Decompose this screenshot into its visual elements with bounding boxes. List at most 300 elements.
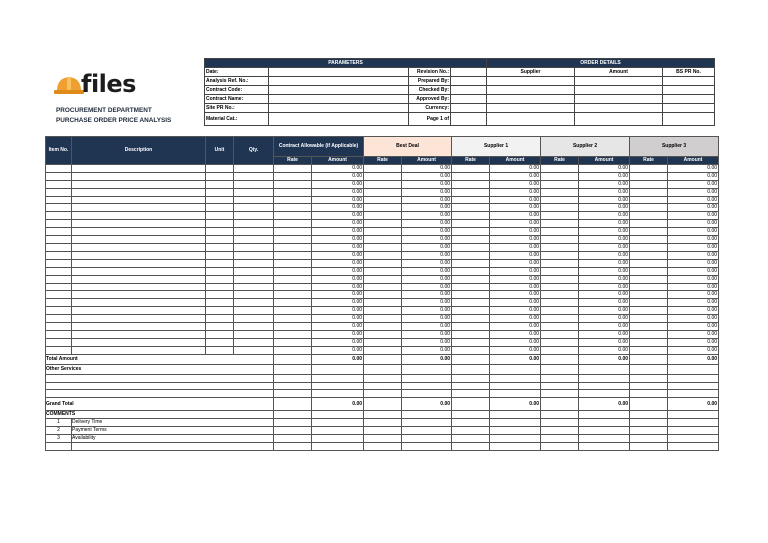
unit-cell[interactable] xyxy=(206,188,234,196)
order-cell[interactable] xyxy=(487,95,575,104)
contract-amount-cell[interactable]: 0.00 xyxy=(312,315,364,323)
comment-cell[interactable] xyxy=(402,442,452,450)
other-services-cell[interactable] xyxy=(490,364,541,374)
s1-amount-cell[interactable]: 0.00 xyxy=(490,346,541,354)
param-value-checked-by[interactable] xyxy=(451,86,487,95)
comment-cell[interactable] xyxy=(630,427,668,435)
best-amount-cell[interactable]: 0.00 xyxy=(402,220,452,228)
contract-amount-cell[interactable]: 0.00 xyxy=(312,196,364,204)
comment-number[interactable] xyxy=(46,442,72,450)
s2-amount-cell[interactable]: 0.00 xyxy=(579,283,630,291)
s3-rate-cell[interactable] xyxy=(630,164,668,172)
unit-cell[interactable] xyxy=(206,267,234,275)
s2-rate-cell[interactable] xyxy=(541,212,579,220)
s2-rate-cell[interactable] xyxy=(541,236,579,244)
s2-amount-cell[interactable]: 0.00 xyxy=(579,251,630,259)
order-cell[interactable] xyxy=(487,104,575,113)
order-cell[interactable] xyxy=(663,86,715,95)
comment-cell[interactable] xyxy=(579,427,630,435)
qty-cell[interactable] xyxy=(234,283,274,291)
contract-amount-cell[interactable]: 0.00 xyxy=(312,204,364,212)
contract-amount-cell[interactable]: 0.00 xyxy=(312,299,364,307)
s2-amount-cell[interactable]: 0.00 xyxy=(579,307,630,315)
s3-amount-cell[interactable]: 0.00 xyxy=(668,180,719,188)
description-cell[interactable] xyxy=(72,291,206,299)
best-amount-cell[interactable]: 0.00 xyxy=(402,330,452,338)
s3-amount-cell[interactable]: 0.00 xyxy=(668,164,719,172)
contract-amount-cell[interactable]: 0.00 xyxy=(312,228,364,236)
unit-cell[interactable] xyxy=(206,236,234,244)
s2-amount-cell[interactable]: 0.00 xyxy=(579,188,630,196)
order-cell[interactable] xyxy=(663,95,715,104)
s1-amount-cell[interactable]: 0.00 xyxy=(490,212,541,220)
best-rate-cell[interactable] xyxy=(364,338,402,346)
item-no-cell[interactable] xyxy=(46,259,72,267)
s1-rate-cell[interactable] xyxy=(452,164,490,172)
s1-rate-cell[interactable] xyxy=(452,220,490,228)
comment-cell[interactable] xyxy=(541,442,579,450)
s2-rate-cell[interactable] xyxy=(541,299,579,307)
order-cell[interactable] xyxy=(575,113,663,126)
contract-rate-cell[interactable] xyxy=(274,196,312,204)
other-services-cell[interactable] xyxy=(541,374,579,382)
s1-amount-cell[interactable]: 0.00 xyxy=(490,330,541,338)
s1-rate-cell[interactable] xyxy=(452,330,490,338)
comment-cell[interactable] xyxy=(579,442,630,450)
best-amount-cell[interactable]: 0.00 xyxy=(402,180,452,188)
best-rate-cell[interactable] xyxy=(364,323,402,331)
s2-rate-cell[interactable] xyxy=(541,196,579,204)
comment-cell[interactable] xyxy=(630,442,668,450)
order-cell[interactable] xyxy=(575,77,663,86)
item-no-cell[interactable] xyxy=(46,315,72,323)
best-rate-cell[interactable] xyxy=(364,220,402,228)
contract-rate-cell[interactable] xyxy=(274,180,312,188)
param-value-analysis-ref[interactable] xyxy=(269,77,409,86)
s1-amount-cell[interactable]: 0.00 xyxy=(490,299,541,307)
description-cell[interactable] xyxy=(72,346,206,354)
best-rate-cell[interactable] xyxy=(364,228,402,236)
param-value-date[interactable] xyxy=(269,68,409,77)
item-no-cell[interactable] xyxy=(46,275,72,283)
other-services-cell[interactable] xyxy=(668,374,719,382)
unit-cell[interactable] xyxy=(206,196,234,204)
unit-cell[interactable] xyxy=(206,164,234,172)
s2-amount-cell[interactable]: 0.00 xyxy=(579,164,630,172)
s3-amount-cell[interactable]: 0.00 xyxy=(668,204,719,212)
comments-cell[interactable] xyxy=(630,411,668,419)
other-services-cell[interactable] xyxy=(274,364,312,374)
other-services-cell[interactable] xyxy=(402,390,452,398)
comment-cell[interactable] xyxy=(312,419,364,427)
unit-cell[interactable] xyxy=(206,330,234,338)
s1-rate-cell[interactable] xyxy=(452,212,490,220)
item-no-cell[interactable] xyxy=(46,323,72,331)
other-services-desc[interactable] xyxy=(46,390,274,398)
s3-rate-cell[interactable] xyxy=(630,315,668,323)
qty-cell[interactable] xyxy=(234,299,274,307)
contract-amount-cell[interactable]: 0.00 xyxy=(312,338,364,346)
description-cell[interactable] xyxy=(72,323,206,331)
item-no-cell[interactable] xyxy=(46,196,72,204)
comments-cell[interactable] xyxy=(312,411,364,419)
other-services-cell[interactable] xyxy=(274,374,312,382)
qty-cell[interactable] xyxy=(234,212,274,220)
contract-rate-cell[interactable] xyxy=(274,172,312,180)
comment-cell[interactable] xyxy=(402,435,452,443)
best-amount-cell[interactable]: 0.00 xyxy=(402,291,452,299)
s2-amount-cell[interactable]: 0.00 xyxy=(579,212,630,220)
other-services-cell[interactable] xyxy=(452,374,490,382)
other-services-desc[interactable] xyxy=(46,382,274,390)
comments-cell[interactable] xyxy=(541,411,579,419)
qty-cell[interactable] xyxy=(234,323,274,331)
item-no-cell[interactable] xyxy=(46,220,72,228)
qty-cell[interactable] xyxy=(234,196,274,204)
qty-cell[interactable] xyxy=(234,307,274,315)
s3-amount-cell[interactable]: 0.00 xyxy=(668,259,719,267)
other-services-cell[interactable] xyxy=(274,382,312,390)
contract-rate-cell[interactable] xyxy=(274,212,312,220)
qty-cell[interactable] xyxy=(234,172,274,180)
description-cell[interactable] xyxy=(72,299,206,307)
qty-cell[interactable] xyxy=(234,164,274,172)
s2-rate-cell[interactable] xyxy=(541,323,579,331)
qty-cell[interactable] xyxy=(234,330,274,338)
item-no-cell[interactable] xyxy=(46,243,72,251)
s3-amount-cell[interactable]: 0.00 xyxy=(668,196,719,204)
contract-amount-cell[interactable]: 0.00 xyxy=(312,275,364,283)
best-amount-cell[interactable]: 0.00 xyxy=(402,338,452,346)
s3-rate-cell[interactable] xyxy=(630,259,668,267)
best-amount-cell[interactable]: 0.00 xyxy=(402,251,452,259)
qty-cell[interactable] xyxy=(234,243,274,251)
comment-cell[interactable] xyxy=(541,427,579,435)
description-cell[interactable] xyxy=(72,267,206,275)
best-amount-cell[interactable]: 0.00 xyxy=(402,299,452,307)
item-no-cell[interactable] xyxy=(46,188,72,196)
other-services-desc[interactable] xyxy=(46,374,274,382)
best-amount-cell[interactable]: 0.00 xyxy=(402,243,452,251)
s2-rate-cell[interactable] xyxy=(541,188,579,196)
s1-amount-cell[interactable]: 0.00 xyxy=(490,323,541,331)
description-cell[interactable] xyxy=(72,172,206,180)
s3-rate-cell[interactable] xyxy=(630,220,668,228)
s2-amount-cell[interactable]: 0.00 xyxy=(579,259,630,267)
other-services-cell[interactable] xyxy=(579,390,630,398)
contract-rate-cell[interactable] xyxy=(274,299,312,307)
s3-amount-cell[interactable]: 0.00 xyxy=(668,251,719,259)
param-value-site-pr[interactable] xyxy=(269,104,409,113)
param-value-currency[interactable] xyxy=(451,104,487,113)
s1-rate-cell[interactable] xyxy=(452,299,490,307)
s2-rate-cell[interactable] xyxy=(541,164,579,172)
s2-amount-cell[interactable]: 0.00 xyxy=(579,291,630,299)
item-no-cell[interactable] xyxy=(46,228,72,236)
best-amount-cell[interactable]: 0.00 xyxy=(402,196,452,204)
contract-rate-cell[interactable] xyxy=(274,164,312,172)
comments-cell[interactable] xyxy=(402,411,452,419)
qty-cell[interactable] xyxy=(234,346,274,354)
unit-cell[interactable] xyxy=(206,307,234,315)
s3-rate-cell[interactable] xyxy=(630,188,668,196)
description-cell[interactable] xyxy=(72,212,206,220)
s1-rate-cell[interactable] xyxy=(452,275,490,283)
comment-cell[interactable] xyxy=(490,442,541,450)
comment-cell[interactable] xyxy=(312,435,364,443)
contract-rate-cell[interactable] xyxy=(274,251,312,259)
other-services-cell[interactable] xyxy=(402,374,452,382)
comment-cell[interactable] xyxy=(579,419,630,427)
contract-amount-cell[interactable]: 0.00 xyxy=(312,330,364,338)
best-rate-cell[interactable] xyxy=(364,299,402,307)
comment-cell[interactable] xyxy=(364,435,402,443)
s3-rate-cell[interactable] xyxy=(630,323,668,331)
s2-rate-cell[interactable] xyxy=(541,251,579,259)
s3-rate-cell[interactable] xyxy=(630,236,668,244)
contract-rate-cell[interactable] xyxy=(274,307,312,315)
s2-amount-cell[interactable]: 0.00 xyxy=(579,315,630,323)
s3-amount-cell[interactable]: 0.00 xyxy=(668,299,719,307)
s1-amount-cell[interactable]: 0.00 xyxy=(490,204,541,212)
s2-amount-cell[interactable]: 0.00 xyxy=(579,204,630,212)
s3-rate-cell[interactable] xyxy=(630,338,668,346)
best-rate-cell[interactable] xyxy=(364,196,402,204)
s1-amount-cell[interactable]: 0.00 xyxy=(490,315,541,323)
s3-amount-cell[interactable]: 0.00 xyxy=(668,267,719,275)
s3-amount-cell[interactable]: 0.00 xyxy=(668,188,719,196)
s1-rate-cell[interactable] xyxy=(452,188,490,196)
s3-rate-cell[interactable] xyxy=(630,346,668,354)
best-rate-cell[interactable] xyxy=(364,180,402,188)
s3-rate-cell[interactable] xyxy=(630,299,668,307)
item-no-cell[interactable] xyxy=(46,346,72,354)
contract-rate-cell[interactable] xyxy=(274,228,312,236)
unit-cell[interactable] xyxy=(206,212,234,220)
qty-cell[interactable] xyxy=(234,251,274,259)
comment-cell[interactable] xyxy=(452,435,490,443)
description-cell[interactable] xyxy=(72,283,206,291)
s2-amount-cell[interactable]: 0.00 xyxy=(579,196,630,204)
unit-cell[interactable] xyxy=(206,275,234,283)
best-amount-cell[interactable]: 0.00 xyxy=(402,188,452,196)
contract-amount-cell[interactable]: 0.00 xyxy=(312,307,364,315)
contract-amount-cell[interactable]: 0.00 xyxy=(312,180,364,188)
item-no-cell[interactable] xyxy=(46,180,72,188)
item-no-cell[interactable] xyxy=(46,236,72,244)
other-services-cell[interactable] xyxy=(668,382,719,390)
s1-amount-cell[interactable]: 0.00 xyxy=(490,267,541,275)
contract-rate-cell[interactable] xyxy=(274,338,312,346)
comment-cell[interactable] xyxy=(364,427,402,435)
best-amount-cell[interactable]: 0.00 xyxy=(402,204,452,212)
best-amount-cell[interactable]: 0.00 xyxy=(402,346,452,354)
s1-rate-cell[interactable] xyxy=(452,307,490,315)
best-rate-cell[interactable] xyxy=(364,243,402,251)
contract-amount-cell[interactable]: 0.00 xyxy=(312,259,364,267)
item-no-cell[interactable] xyxy=(46,338,72,346)
best-rate-cell[interactable] xyxy=(364,307,402,315)
s2-amount-cell[interactable]: 0.00 xyxy=(579,172,630,180)
qty-cell[interactable] xyxy=(234,338,274,346)
s1-rate-cell[interactable] xyxy=(452,204,490,212)
description-cell[interactable] xyxy=(72,275,206,283)
item-no-cell[interactable] xyxy=(46,307,72,315)
unit-cell[interactable] xyxy=(206,228,234,236)
best-rate-cell[interactable] xyxy=(364,204,402,212)
best-rate-cell[interactable] xyxy=(364,172,402,180)
comments-cell[interactable] xyxy=(490,411,541,419)
comment-cell[interactable] xyxy=(668,435,719,443)
contract-rate-cell[interactable] xyxy=(274,283,312,291)
s1-rate-cell[interactable] xyxy=(452,251,490,259)
qty-cell[interactable] xyxy=(234,291,274,299)
description-cell[interactable] xyxy=(72,236,206,244)
comment-cell[interactable] xyxy=(668,427,719,435)
s1-amount-cell[interactable]: 0.00 xyxy=(490,291,541,299)
best-rate-cell[interactable] xyxy=(364,212,402,220)
comment-cell[interactable] xyxy=(541,419,579,427)
comment-cell[interactable] xyxy=(630,435,668,443)
other-services-cell[interactable] xyxy=(579,364,630,374)
unit-cell[interactable] xyxy=(206,220,234,228)
s2-amount-cell[interactable]: 0.00 xyxy=(579,180,630,188)
description-cell[interactable] xyxy=(72,315,206,323)
s1-amount-cell[interactable]: 0.00 xyxy=(490,243,541,251)
s1-amount-cell[interactable]: 0.00 xyxy=(490,338,541,346)
best-rate-cell[interactable] xyxy=(364,275,402,283)
s3-amount-cell[interactable]: 0.00 xyxy=(668,228,719,236)
description-cell[interactable] xyxy=(72,220,206,228)
unit-cell[interactable] xyxy=(206,299,234,307)
s3-rate-cell[interactable] xyxy=(630,275,668,283)
s1-rate-cell[interactable] xyxy=(452,243,490,251)
s1-rate-cell[interactable] xyxy=(452,323,490,331)
other-services-cell[interactable] xyxy=(668,390,719,398)
best-rate-cell[interactable] xyxy=(364,346,402,354)
s2-amount-cell[interactable]: 0.00 xyxy=(579,243,630,251)
description-cell[interactable] xyxy=(72,228,206,236)
order-cell[interactable] xyxy=(487,113,575,126)
contract-amount-cell[interactable]: 0.00 xyxy=(312,236,364,244)
s2-amount-cell[interactable]: 0.00 xyxy=(579,330,630,338)
s1-rate-cell[interactable] xyxy=(452,196,490,204)
best-rate-cell[interactable] xyxy=(364,259,402,267)
s3-rate-cell[interactable] xyxy=(630,267,668,275)
other-services-cell[interactable] xyxy=(274,390,312,398)
s1-rate-cell[interactable] xyxy=(452,180,490,188)
best-rate-cell[interactable] xyxy=(364,315,402,323)
s1-amount-cell[interactable]: 0.00 xyxy=(490,307,541,315)
s3-amount-cell[interactable]: 0.00 xyxy=(668,212,719,220)
comment-cell[interactable] xyxy=(668,419,719,427)
s2-rate-cell[interactable] xyxy=(541,204,579,212)
contract-rate-cell[interactable] xyxy=(274,236,312,244)
s3-rate-cell[interactable] xyxy=(630,307,668,315)
s2-rate-cell[interactable] xyxy=(541,275,579,283)
qty-cell[interactable] xyxy=(234,259,274,267)
best-amount-cell[interactable]: 0.00 xyxy=(402,212,452,220)
other-services-cell[interactable] xyxy=(630,382,668,390)
s3-rate-cell[interactable] xyxy=(630,196,668,204)
s2-rate-cell[interactable] xyxy=(541,228,579,236)
comment-cell[interactable] xyxy=(579,435,630,443)
other-services-cell[interactable] xyxy=(452,390,490,398)
s1-amount-cell[interactable]: 0.00 xyxy=(490,259,541,267)
contract-amount-cell[interactable]: 0.00 xyxy=(312,212,364,220)
contract-rate-cell[interactable] xyxy=(274,330,312,338)
comment-cell[interactable] xyxy=(402,419,452,427)
qty-cell[interactable] xyxy=(234,180,274,188)
unit-cell[interactable] xyxy=(206,346,234,354)
description-cell[interactable] xyxy=(72,164,206,172)
unit-cell[interactable] xyxy=(206,251,234,259)
s1-rate-cell[interactable] xyxy=(452,338,490,346)
contract-amount-cell[interactable]: 0.00 xyxy=(312,283,364,291)
s2-amount-cell[interactable]: 0.00 xyxy=(579,228,630,236)
other-services-cell[interactable] xyxy=(630,364,668,374)
description-cell[interactable] xyxy=(72,188,206,196)
comment-cell[interactable] xyxy=(452,442,490,450)
best-amount-cell[interactable]: 0.00 xyxy=(402,236,452,244)
comment-cell[interactable] xyxy=(490,427,541,435)
contract-amount-cell[interactable]: 0.00 xyxy=(312,323,364,331)
contract-rate-cell[interactable] xyxy=(274,204,312,212)
order-cell[interactable] xyxy=(487,86,575,95)
s2-rate-cell[interactable] xyxy=(541,220,579,228)
unit-cell[interactable] xyxy=(206,315,234,323)
best-rate-cell[interactable] xyxy=(364,251,402,259)
comment-cell[interactable] xyxy=(274,427,312,435)
unit-cell[interactable] xyxy=(206,291,234,299)
comment-cell[interactable] xyxy=(312,427,364,435)
s3-rate-cell[interactable] xyxy=(630,243,668,251)
s3-amount-cell[interactable]: 0.00 xyxy=(668,291,719,299)
item-no-cell[interactable] xyxy=(46,212,72,220)
order-cell[interactable] xyxy=(487,77,575,86)
item-no-cell[interactable] xyxy=(46,204,72,212)
unit-cell[interactable] xyxy=(206,204,234,212)
s3-rate-cell[interactable] xyxy=(630,204,668,212)
contract-rate-cell[interactable] xyxy=(274,346,312,354)
contract-amount-cell[interactable]: 0.00 xyxy=(312,164,364,172)
s1-rate-cell[interactable] xyxy=(452,315,490,323)
other-services-cell[interactable] xyxy=(541,364,579,374)
qty-cell[interactable] xyxy=(234,228,274,236)
description-cell[interactable] xyxy=(72,180,206,188)
order-cell[interactable] xyxy=(663,77,715,86)
other-services-cell[interactable] xyxy=(364,374,402,382)
best-rate-cell[interactable] xyxy=(364,164,402,172)
other-services-cell[interactable] xyxy=(579,382,630,390)
comment-cell[interactable] xyxy=(364,442,402,450)
other-services-cell[interactable] xyxy=(402,364,452,374)
comment-cell[interactable] xyxy=(452,419,490,427)
contract-rate-cell[interactable] xyxy=(274,220,312,228)
item-no-cell[interactable] xyxy=(46,283,72,291)
s1-rate-cell[interactable] xyxy=(452,236,490,244)
comment-cell[interactable] xyxy=(274,435,312,443)
s1-rate-cell[interactable] xyxy=(452,228,490,236)
s3-rate-cell[interactable] xyxy=(630,251,668,259)
s3-amount-cell[interactable]: 0.00 xyxy=(668,315,719,323)
contract-amount-cell[interactable]: 0.00 xyxy=(312,243,364,251)
other-services-cell[interactable] xyxy=(490,382,541,390)
description-cell[interactable] xyxy=(72,196,206,204)
qty-cell[interactable] xyxy=(234,204,274,212)
param-value-contract-code[interactable] xyxy=(269,86,409,95)
unit-cell[interactable] xyxy=(206,338,234,346)
